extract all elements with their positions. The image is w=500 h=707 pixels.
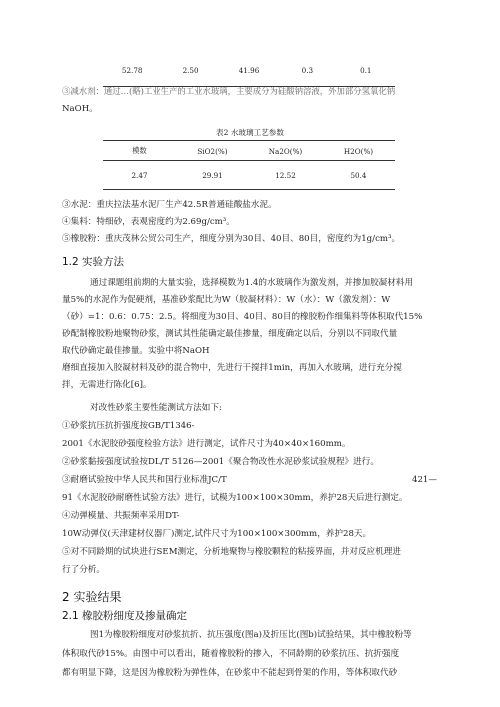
table2-cell: 29.91 [202,171,223,180]
table2-mid-rule [103,160,395,161]
test-item: ④动弹模量、共振频率采用DT- [62,511,180,521]
table2-header [103,146,395,156]
table2-cell: 2.47 [131,171,148,180]
section-heading-2-1: 2.1 橡胶粉细度及掺量确定 [62,610,188,622]
table2-caption: 表2 水玻璃工艺参数 [216,128,284,137]
method-line: 磨细直接加入胶凝材料及砂的混合物中，先进行干搅拌1min，再加入水玻璃，进行充分搅 [62,363,402,373]
table2-row [103,171,395,180]
naoh-line: NaOH。 [62,104,98,114]
method-line: 砂配制橡胶粉地聚物砂浆，测试其性能确定最佳掺量，细度确定以后，分别以不同取代量 [62,329,398,339]
table2-top-rule [103,140,395,141]
results-line: 体积取代砂15%。由图中可以看出，随着橡胶粉的掺入，不同龄期的砂浆抗压、抗折强度 [62,649,400,659]
table1-cell: 0.3 [301,66,314,75]
method-line: 取代砂确定最佳掺量。实验中将NaOH [62,346,210,356]
table1-cell: 52.78 [121,66,143,75]
section-heading-1-2: 1.2 实验方法 [62,256,125,268]
method-line: 拌，无需进行陈化[6]。 [62,380,152,390]
table2-bottom-rule [103,189,395,190]
method-line: （砂）=1：0.6：0.75：2.5。将细度为30目、40目、80目的橡胶粉作细集料等体积取代15% [62,312,423,322]
test-item: 10W动弹仪(天津建材仪器厂)测定,试件尺寸为100×100×300mm，养护28天。 [62,529,372,539]
table2-header-cell: H2O(%) [343,146,374,156]
cut-off-text: ③减水剂：通过…(略)工业生产的工业水玻璃，主要成分为硅酸钠溶液，外加部分氢氧化钠 [62,86,396,96]
test-item: 行了分析。 [62,565,105,575]
method-line: 量5%的水泥作为促硬剂，基准砂浆配比为W（胶凝材料）：W（水）：W（激发剂）：W [62,295,391,305]
table1 [103,66,395,75]
table2-body [103,171,395,180]
table1-cell: 2.50 [182,66,199,75]
material-item: ④集料：特细砂，表观密度约为2.69g/cm³。 [62,217,235,227]
test-item: 2001《水泥胶砂强度检验方法》进行测定，试件尺寸为40×40×160mm。 [62,439,351,449]
test-item: ②砂浆黏接强度试验按DL/T 5126—2001《聚合物改性水泥砂浆试验规程》进行。 [62,457,379,467]
tests-intro: 对改性砂浆主要性能测试方法如下: [90,403,222,413]
table1-row [103,66,395,75]
table2-header-row [103,146,395,156]
test-item: ①砂浆抗压抗折强度按GB/T1346- [62,421,195,431]
section-heading-2: 2 实验结果 [62,590,122,604]
material-item: ③水泥：重庆拉法基水泥厂生产42.5R普通硅酸盐水泥。 [62,200,277,210]
results-line: 图1为橡胶粉细度对砂浆抗折、抗压强度(图a)及折压比(图b)试验结果，其中橡胶粉等 [90,630,412,640]
table2-header-cell: SiO2(%) [197,146,228,156]
test-item-suffix: 421— [412,475,437,485]
method-line: 通过课题组前期的大量实验，选择模数为1.4的水玻璃作为激发剂，并掺加胶凝材料用 [90,278,414,288]
table1-cell: 41.96 [238,66,260,75]
table2-header-cell: 模数 [132,146,147,155]
test-item: ③耐磨试验按中华人民共和国行业标准JC/T [62,475,227,485]
table2-header-cell: Na2O(%) [268,146,303,156]
results-line: 都有明显下降，这是因为橡胶粉为弹性体，在砂浆中不能起到骨架的作用，等体积取代砂 [62,668,398,678]
table2-cell: 50.4 [350,171,367,180]
material-item: ⑤橡胶粉：重庆茂林公贸公司生产，细度分别为30目、40目、80目，密度约为1g/cm³。 [62,234,401,244]
table2-cell: 12.52 [275,171,296,180]
table1-cell: 0.1 [360,66,372,75]
cut-off-text-line [62,86,437,100]
test-item: ⑤对不同龄期的试块进行SEM测定，分析地聚物与橡胶颗粒的粘接界面，并对反应机理进 [62,547,401,557]
test-item: 91《水泥胶砂耐磨性试验方法》进行，试模为100×100×30mm，养护28天后进行测定。 [62,493,408,503]
